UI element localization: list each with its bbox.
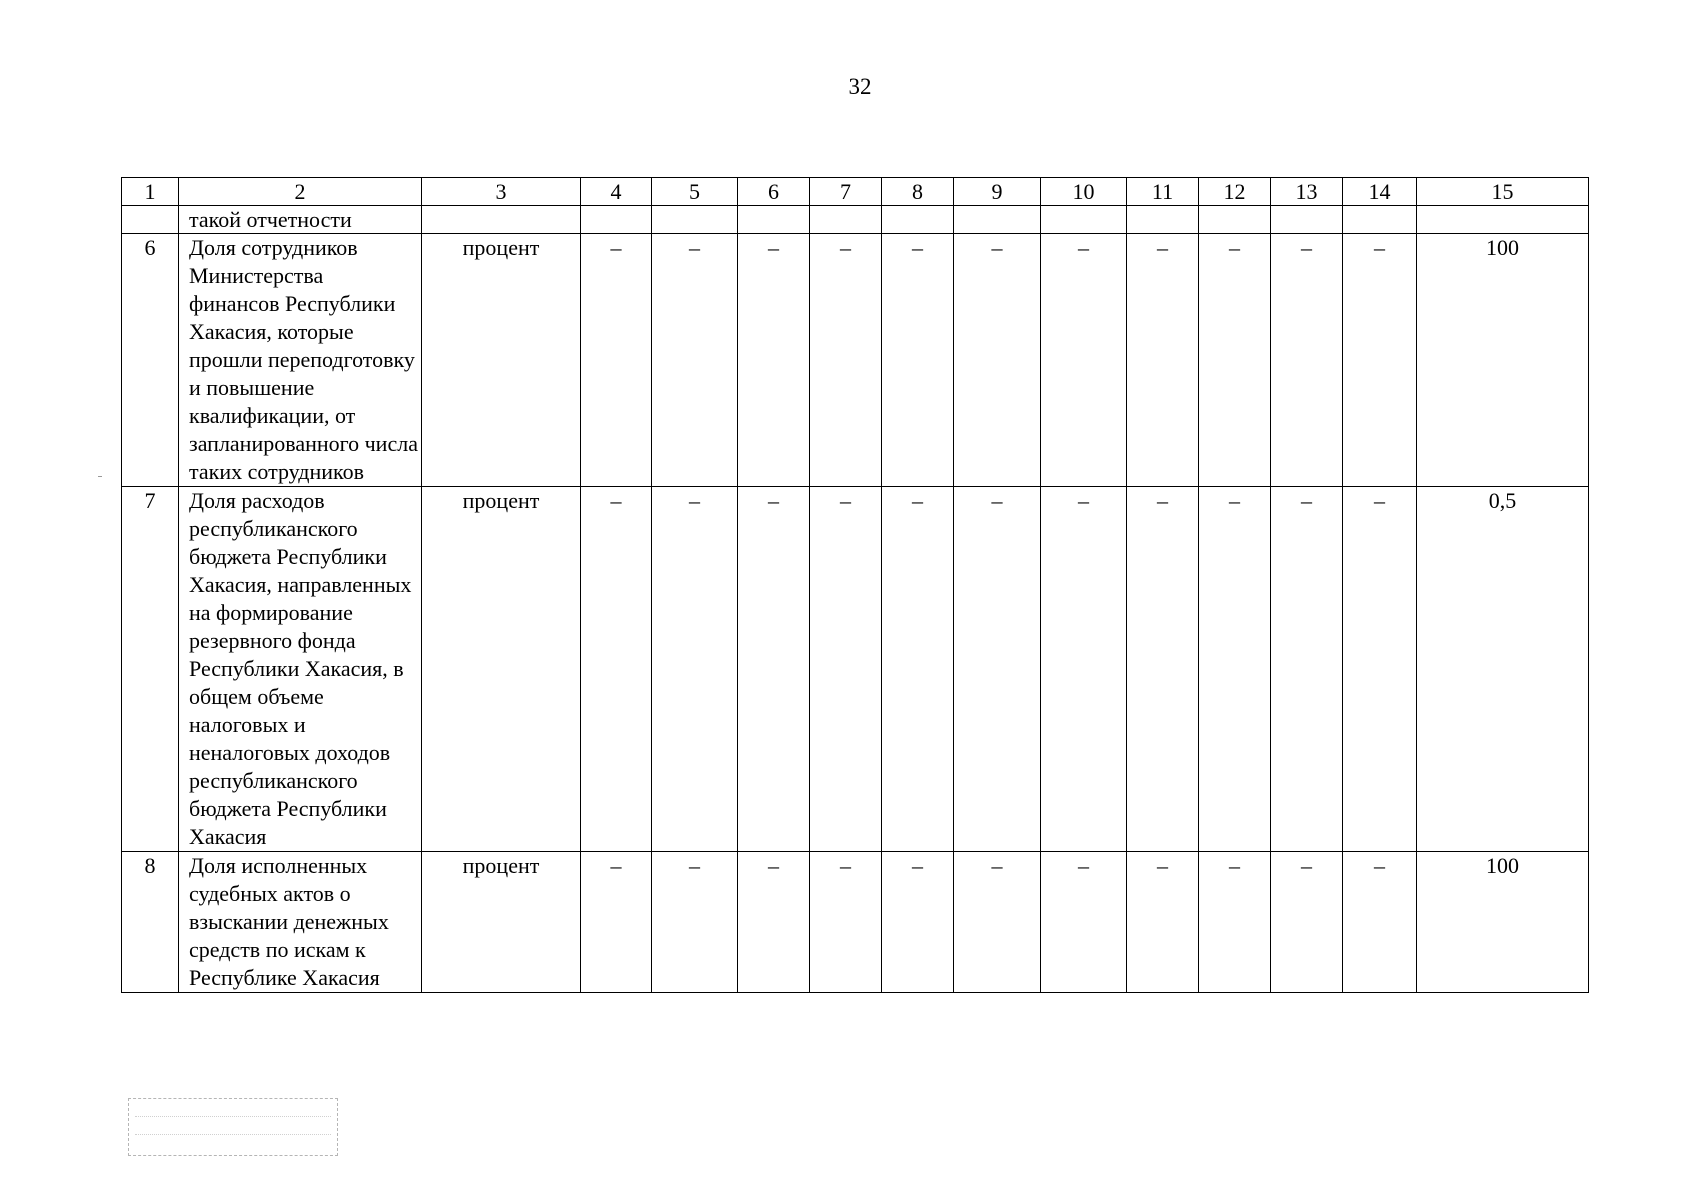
value-cell	[1041, 206, 1127, 234]
column-number: 13	[1271, 178, 1343, 206]
unit-cell: процент	[422, 234, 581, 487]
value-cell: –	[1127, 852, 1199, 993]
value-cell	[882, 206, 954, 234]
faded-stamp	[128, 1098, 338, 1156]
value-cell: –	[581, 234, 652, 487]
row-number: 8	[122, 852, 179, 993]
value-cell: –	[882, 234, 954, 487]
value-cell: –	[954, 234, 1041, 487]
value-cell: –	[1271, 234, 1343, 487]
column-number: 12	[1199, 178, 1271, 206]
column-number: 8	[882, 178, 954, 206]
value-cell: –	[882, 852, 954, 993]
indicator-name: такой отчетности	[179, 206, 422, 234]
target-value-cell: 0,5	[1417, 487, 1589, 852]
column-number: 14	[1343, 178, 1417, 206]
column-number: 1	[122, 178, 179, 206]
column-number: 11	[1127, 178, 1199, 206]
indicators-table	[121, 177, 1589, 993]
value-cell: –	[652, 852, 738, 993]
value-cell: –	[810, 852, 882, 993]
indicator-name: Доля расходов республиканского бюджета Республики Хакасия, направленных на формирование резервного фонда Республики Хакасия, в общем объеме налоговых и неналоговых доходов республиканского бюджета Республики Хакасия	[179, 487, 422, 852]
value-cell: –	[652, 487, 738, 852]
column-number-row	[122, 178, 1589, 206]
indicator-name: Доля исполненных судебных актов о взыскании денежных средств по искам к Республике Хакасия	[179, 852, 422, 993]
value-cell	[1199, 206, 1271, 234]
table-row	[122, 487, 1589, 852]
value-cell	[810, 206, 882, 234]
value-cell: –	[581, 487, 652, 852]
target-value-cell: 100	[1417, 234, 1589, 487]
value-cell: –	[738, 487, 810, 852]
value-cell: –	[738, 234, 810, 487]
value-cell: –	[1199, 852, 1271, 993]
value-cell	[1127, 206, 1199, 234]
value-cell	[1417, 206, 1589, 234]
value-cell: –	[1041, 852, 1127, 993]
value-cell: –	[738, 852, 810, 993]
column-number: 15	[1417, 178, 1589, 206]
row-number: 6	[122, 234, 179, 487]
value-cell: –	[581, 852, 652, 993]
target-value-cell: 100	[1417, 852, 1589, 993]
value-cell: –	[1041, 487, 1127, 852]
value-cell: –	[882, 487, 954, 852]
unit-cell	[422, 206, 581, 234]
value-cell: –	[1271, 487, 1343, 852]
value-cell: –	[1199, 487, 1271, 852]
value-cell: –	[1127, 487, 1199, 852]
table-row	[122, 234, 1589, 487]
value-cell	[1343, 206, 1417, 234]
value-cell: –	[810, 487, 882, 852]
column-number: 9	[954, 178, 1041, 206]
value-cell	[581, 206, 652, 234]
value-cell	[738, 206, 810, 234]
column-number: 2	[179, 178, 422, 206]
indicator-name: Доля сотрудников Министерства финансов Республики Хакасия, которые прошли переподготовку и повышение квалификации, от запланированного числа таких сотрудников	[179, 234, 422, 487]
column-number: 4	[581, 178, 652, 206]
row-number: 7	[122, 487, 179, 852]
table-row	[122, 852, 1589, 993]
value-cell: –	[1199, 234, 1271, 487]
value-cell	[954, 206, 1041, 234]
column-number: 6	[738, 178, 810, 206]
margin-mark	[98, 476, 102, 477]
value-cell: –	[1271, 852, 1343, 993]
row-number	[122, 206, 179, 234]
unit-cell: процент	[422, 852, 581, 993]
value-cell: –	[1041, 234, 1127, 487]
column-number: 10	[1041, 178, 1127, 206]
continuation-row	[122, 206, 1589, 234]
value-cell: –	[810, 234, 882, 487]
page-number: 32	[848, 74, 872, 99]
value-cell: –	[954, 487, 1041, 852]
stamp-line	[135, 1102, 331, 1117]
column-number: 5	[652, 178, 738, 206]
stamp-line	[135, 1120, 331, 1135]
value-cell: –	[1127, 234, 1199, 487]
value-cell: –	[1343, 234, 1417, 487]
value-cell: –	[1343, 852, 1417, 993]
column-number: 3	[422, 178, 581, 206]
unit-cell: процент	[422, 487, 581, 852]
value-cell	[652, 206, 738, 234]
value-cell: –	[1343, 487, 1417, 852]
value-cell: –	[954, 852, 1041, 993]
column-number: 7	[810, 178, 882, 206]
value-cell	[1271, 206, 1343, 234]
value-cell: –	[652, 234, 738, 487]
